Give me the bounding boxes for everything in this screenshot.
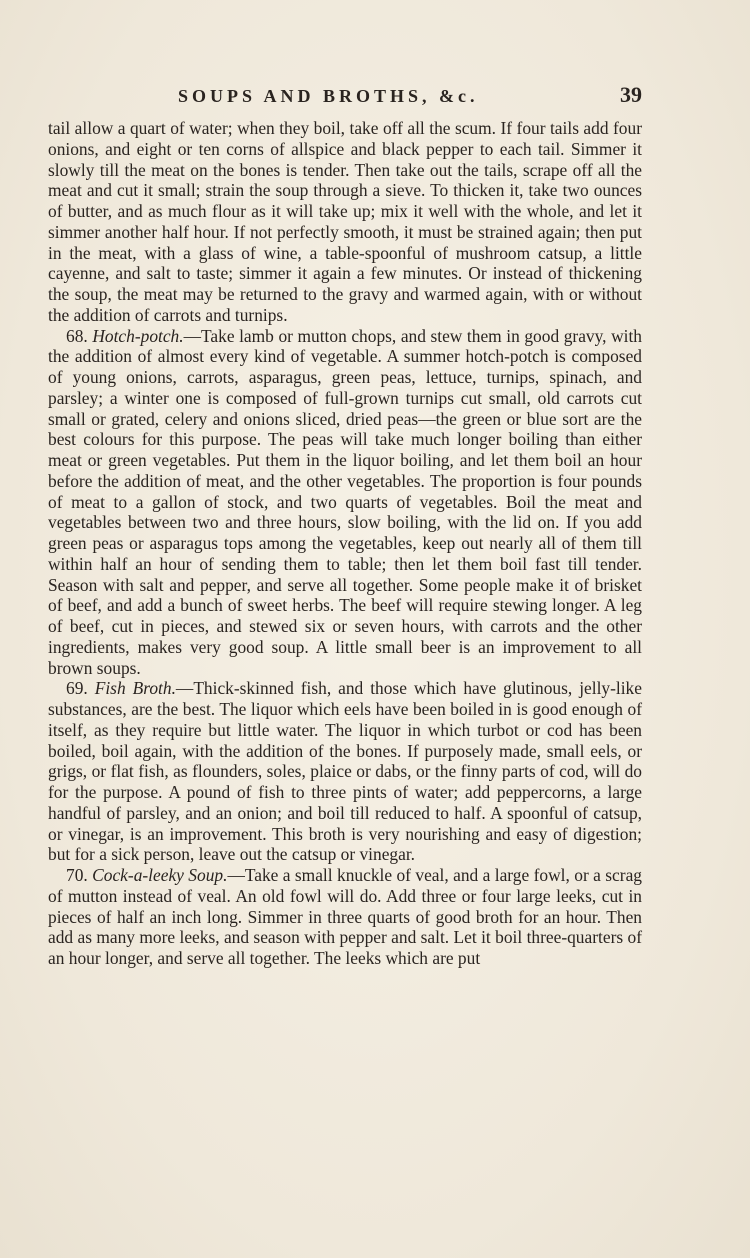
recipe-68 — [48, 326, 642, 679]
page-number: 39 — [620, 82, 642, 107]
paragraph-continuation: tail allow a quart of water; when they boil, take off all the scum. If four tails add four onions, and eight or ten corns of allspice and black pepper to each tail. Simmer it slowly till the meat on the bones is tender. Then take out the tails, scrape off all the meat and cut it small; strain the soup through a sieve. To thicken it, take two ounces of butter, and as much flour as it will take up; mix it well with the whole, and let it simmer another half hour. If not perfectly smooth, it must be strained again; then put in the meat, with a glass of wine, a table-spoonful of mushroom catsup, a little cayenne, and salt to taste; simmer it again a few minutes. Or instead of thickening the soup, the meat may be returned to the gravy and warmed again, with or without the addition of carrots and turnips. — [48, 118, 642, 325]
recipe-text: —Thick-skinned fish, and those which have glutinous, jelly-like substances, are the best. The liquor which eels have been boiled in is good enough of itself, as they require but little water. The liquor in which turbot or cod has been boiled, boil again, with the addition of the bones. If purposely made, small eels, or grigs, or flat fish, as flounders, soles, plaice or dabs, or the finny parts of cod, will do for the purpose. A pound of fish to three pints of water; add peppercorns, a large handful of parsley, and an onion; and boil till reduced to half. A spoonful of catsup, or vinegar, is an improvement. This broth is very nourishing and easy of digestion; but for a sick person, leave out the catsup or vinegar. — [48, 678, 642, 865]
recipe-title: Hotch-potch. — [92, 325, 184, 346]
recipe-69 — [48, 678, 642, 865]
recipe-number: 68. — [66, 325, 88, 346]
recipe-title: Cock-a-leeky Soup. — [92, 865, 228, 885]
recipe-70 — [48, 865, 642, 969]
recipe-text: —Take a small knuckle of veal, and a large fowl, or a scrag of mutton instead of veal. An old fowl will do. Add three or four large leeks, cut in pieces of half an inch long. Simmer in three quarts of good broth for an hour. Then add as many more leeks, and season with pepper and salt. Let it boil three-quarters of an hour longer, and serve all together. The leeks which are put — [48, 865, 642, 968]
recipe-number: 70. — [66, 865, 88, 885]
recipe-title: Fish Broth. — [94, 678, 176, 699]
body-text — [48, 118, 642, 969]
recipe-number: 69. — [66, 678, 88, 699]
running-head: SOUPS AND BROTHS, &c. — [178, 86, 479, 106]
recipe-text: —Take lamb or mutton chops, and stew them in good gravy, with the addition of almost every kind of vegetable. A summer hotch-potch is composed of young onions, carrots, asparagus, green peas, lettuce, turnips, spinach, and parsley; a winter one is composed of full-grown turnips cut small, old carrots cut small or grated, celery and onions sliced, dried peas—the green or blue sort are the best colours for this purpose. The peas will take much longer boiling than either meat or green vegetables. Put them in the liquor boiling, and let them boil an hour before the addition of meat, and the other vegetables. The proportion is four pounds of meat to a gallon of stock, and two quarts of vegetables. Boil the meat and vegetables between two and three hours, slow boiling, with the lid on. If you add green peas or asparagus tops among the vegetables, keep out nearly all of them till within half an hour of sending them to table; then let them boil fast till tender. Season with salt and pepper, and serve all together. Some people make it of brisket of beef, and add a bunch of sweet herbs. The beef will require stewing longer. A leg of beef, cut in pieces, and stewed six or seven hours, with carrots and the other ingredients, makes very good soup. A little small beer is an improvement to all brown soups. — [48, 325, 642, 678]
page-header — [48, 80, 642, 110]
